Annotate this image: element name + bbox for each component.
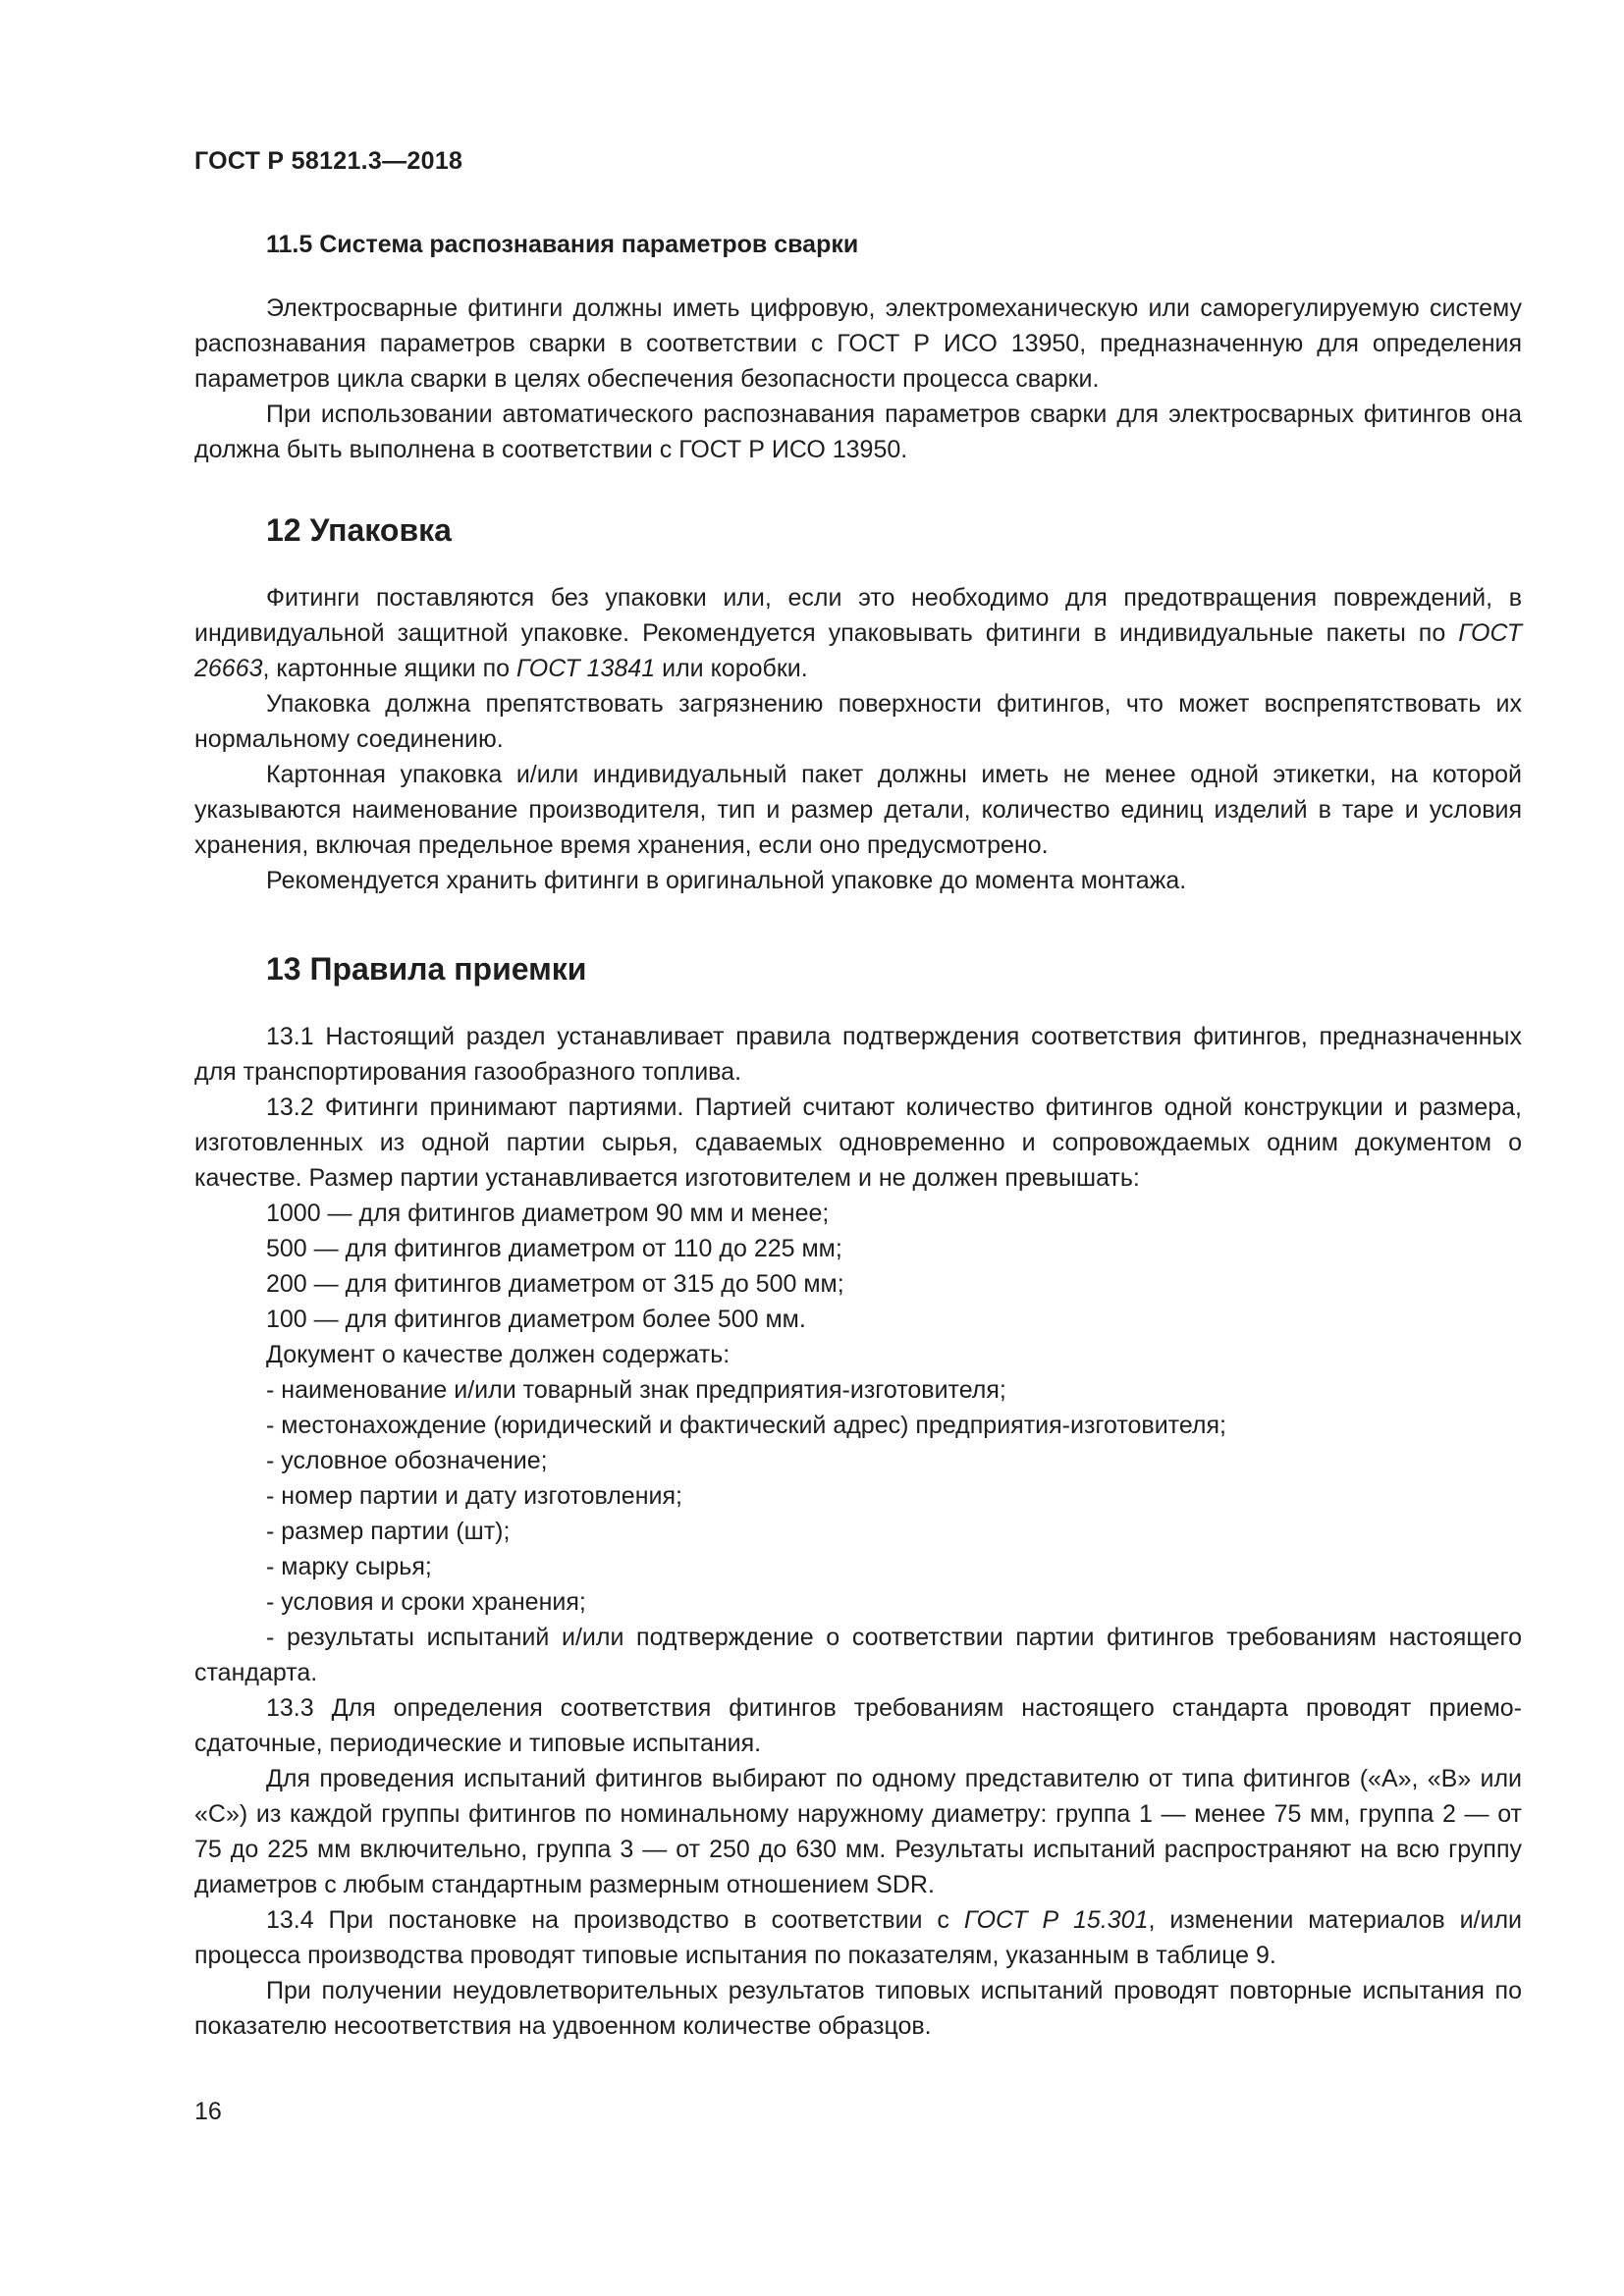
lot-size-item: 100 — для фитингов диаметром более 500 мм. [266, 1306, 806, 1333]
quality-document-item: - номер партии и дату изготовления; [266, 1482, 682, 1510]
section-12-title: 12 Упаковка [266, 512, 452, 548]
paragraph-13-4 [194, 1902, 1522, 1973]
quality-document-intro: Документ о качестве должен содержать: [266, 1341, 731, 1368]
paragraph-12-1-text-b: , картонные ящики по [262, 655, 516, 682]
paragraph-13-4-text-b: , изменении материалов и/или процесса производства проводят типовые испытания по показателям, указанным в таблице 9. [194, 1906, 1522, 1969]
paragraph-12-1-text-c: или коробки. [655, 655, 808, 682]
paragraph-12-4: Рекомендуется хранить фитинги в оригинальной упаковке до момента монтажа. [266, 867, 1187, 894]
quality-document-item: - марку сырья; [266, 1553, 432, 1580]
subsection-11-5-title: 11.5 Система распознавания параметров сварки [266, 231, 859, 258]
quality-document-item: - условное обозначение; [266, 1447, 548, 1474]
paragraph-13-2: 13.2 Фитинги принимают партиями. Партией считают количество фитингов одной конструкции и размера, изготовленных из одной партии сырья, сдаваемых одновременно и сопровождаемых одним документом о качестве. Размер партии устанавливается изготовителем и не должен превышать: [194, 1094, 1522, 1192]
paragraph-11-5-1: Электросварные фитинги должны иметь цифровую, электромеханическую или саморегулируемую систему распознавания параметров сварки в соответствии с ГОСТ Р ИСО 13950, предназначенную для определения параметров цикла сварки в целях обеспечения безопасности процесса сварки. [194, 294, 1522, 393]
lot-size-item: 500 — для фитингов диаметром от 110 до 225 мм; [266, 1235, 842, 1262]
paragraph-12-1 [194, 580, 1522, 686]
gost-26663-reference: ГОСТ 26663 [194, 619, 1522, 682]
paragraph-12-2: Упаковка должна препятствовать загрязнению поверхности фитингов, что может воспрепятствовать их нормальному соединению. [194, 690, 1522, 753]
quality-document-item: - размер партии (шт); [266, 1518, 511, 1545]
quality-document-item: - местонахождение (юридический и фактический адрес) предприятия-изготовителя; [266, 1412, 1226, 1439]
page-number: 16 [194, 2098, 222, 2125]
section-13-title: 13 Правила приемки [266, 951, 587, 987]
paragraph-13-4-text-a: 13.4 При постановке на производство в соответствии с [266, 1906, 964, 1934]
document-page [194, 147, 1522, 2044]
paragraph-13-4-b: При получении неудовлетворительных результатов типовых испытаний проводят повторные испытания по показателю несоответствия на удвоенном количестве образцов. [194, 1977, 1522, 2040]
quality-document-item: - результаты испытаний и/или подтверждение о соответствии партии фитингов требованиям настоящего стандарта. [194, 1624, 1522, 1686]
paragraph-11-5-2: При использовании автоматического распознавания параметров сварки для электросварных фитингов она должна быть выполнена в соответствии с ГОСТ Р ИСО 13950. [194, 400, 1522, 463]
paragraph-13-3: 13.3 Для определения соответствия фитингов требованиям настоящего стандарта проводят приемо-сдаточные, периодические и типовые испытания. [194, 1694, 1522, 1757]
lot-size-item: 200 — для фитингов диаметром от 315 до 500 мм; [266, 1270, 844, 1298]
gost-r-15-301-reference: ГОСТ Р 15.301 [963, 1906, 1149, 1934]
lot-size-item: 1000 — для фитингов диаметром 90 мм и менее; [266, 1200, 830, 1227]
quality-document-item: - условия и сроки хранения; [266, 1588, 586, 1616]
paragraph-13-3-b: Для проведения испытаний фитингов выбирают по одному представителю от типа фитингов («А», «В» или «С») из каждой группы фитингов по номинальному наружному диаметру: группа 1 — менее 75 мм, группа 2 — от 75 до 225 мм включительно, группа 3 — от 250 до 630 мм. Результаты испытаний распространяют на всю группу диаметров с любым стандартным размерным отношением SDR. [194, 1765, 1522, 1898]
paragraph-13-1: 13.1 Настоящий раздел устанавливает правила подтверждения соответствия фитингов, предназначенных для транспортирования газообразного топлива. [194, 1023, 1522, 1086]
quality-document-item: - наименование и/или товарный знак предприятия-изготовителя; [266, 1376, 1006, 1404]
gost-13841-reference: ГОСТ 13841 [515, 655, 656, 682]
document-code-header: ГОСТ Р 58121.3—2018 [194, 147, 463, 175]
paragraph-12-1-text-a: Фитинги поставляются без упаковки или, если это необходимо для предотвращения повреждений, в индивидуальной защитной упаковке. Рекомендуется упаковывать фитинги в индивидуальные пакеты по [194, 584, 1522, 647]
paragraph-12-3: Картонная упаковка и/или индивидуальный пакет должны иметь не менее одной этикетки, на которой указываются наименование производителя, тип и размер детали, количество единиц изделий в таре и условия хранения, включая предельное время хранения, если оно предусмотрено. [194, 761, 1522, 859]
